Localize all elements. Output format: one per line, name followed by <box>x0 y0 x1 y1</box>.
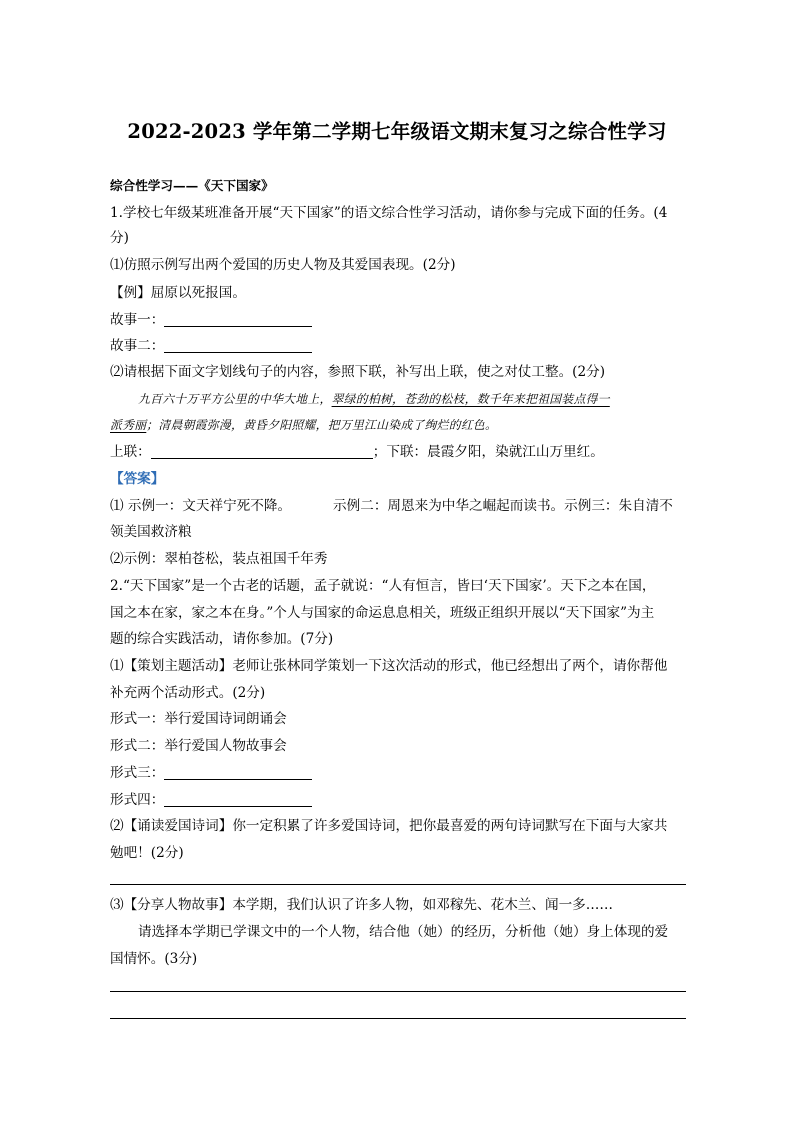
story-answer-line-2[interactable] <box>110 1018 686 1019</box>
story-two-blank[interactable] <box>164 337 312 353</box>
q2-stem-3: 题的综合实践活动，请你参加。(7分) <box>110 631 334 647</box>
q2-part1-cont: 补充两个活动形式。(2分) <box>110 685 266 701</box>
q1-part2: ⑵请根据下面文字划线句子的内容，参照下联，补写出上联，使之对仗工整。(2分) <box>110 364 606 380</box>
story-one-row <box>110 310 686 330</box>
passage-suffix: ；清晨朝霞弥漫，黄昏夕阳照耀，把万里江山染成了绚烂的红色。 <box>146 418 498 432</box>
answer-1-example-1: ⑴ 示例一：文天祥宁死不降。 <box>110 498 292 514</box>
q2-stem-2: 国之本在家，家之本在身。”个人与国家的命运息息相关，班级正组织开展以“天下国家”为主 <box>110 605 655 621</box>
story-answer-line-1[interactable] <box>110 991 686 992</box>
answer-1-cont: 领美国救济粮 <box>110 524 192 540</box>
passage-underlined-1: 翠绿的柏树，苍劲的松枝，数千年来把祖国装点得一 <box>331 392 610 406</box>
q1-stem: 1.学校七年级某班准备开展“天下国家”的语文综合性学习活动，请你参与完成下面的任务。(4 <box>110 205 668 221</box>
story-one-label: 故事一： <box>110 312 165 328</box>
story-two-row <box>110 336 686 356</box>
couplet-row <box>110 442 686 462</box>
q2-part2: ⑵【诵读爱国诗词】你一定积累了许多爱国诗词，把你最喜爱的两句诗词默写在下面与大家共 <box>110 818 668 834</box>
passage-underlined-2: 派秀丽 <box>110 418 147 432</box>
form-four-blank[interactable] <box>164 791 312 807</box>
q1-example: 【例】屈原以死报国。 <box>110 285 246 301</box>
q2-part2-cont: 勉吧！(2分) <box>110 845 184 861</box>
form-three-row <box>110 763 686 783</box>
poem-answer-line[interactable] <box>110 884 686 885</box>
q2-part1: ⑴【策划主题活动】老师让张林同学策划一下这次活动的形式，他已经想出了两个，请你帮他 <box>110 658 668 674</box>
story-two-label: 故事二： <box>110 338 165 354</box>
passage-line-1 <box>110 389 714 409</box>
form-four-row <box>110 790 686 810</box>
q2-part3-instruction: 请选择本学期已学课文中的一个人物，结合他（她）的经历，分析他（她）身上体现的爱 <box>138 924 669 940</box>
passage-prefix: 九百六十万平方公里的中华大地上， <box>138 392 332 406</box>
answer-tag: 【答案】 <box>110 471 165 487</box>
answer-2: ⑵示例：翠柏苍松，装点祖国千年秀 <box>110 551 328 567</box>
form-one: 形式一：举行爱国诗词朗诵会 <box>110 711 287 727</box>
story-one-blank[interactable] <box>164 311 312 327</box>
q2-part3: ⑶【分享人物故事】本学期，我们认识了许多人物，如邓稼先、花木兰、闻一多…… <box>110 897 613 913</box>
upper-couplet-label: 上联： <box>110 444 151 460</box>
form-two: 形式二：举行爱国人物故事会 <box>110 738 287 754</box>
document-title: 2022-2023 学年第二学期七年级语文期末复习之综合性学习 <box>127 120 667 143</box>
q1-part1: ⑴仿照示例写出两个爱国的历史人物及其爱国表现。(2分) <box>110 257 456 273</box>
q2-stem: 2.“天下国家”是一个古老的话题，孟子就说：“人有恒言，皆曰‘天下国家’。天下之本在国， <box>110 578 656 594</box>
section-heading: 综合性学习——《天下国家》 <box>110 178 274 193</box>
answer-1 <box>110 496 686 516</box>
passage-line-2 <box>110 415 686 435</box>
lower-couplet: ；下联：晨霞夕阳，染就江山万里红。 <box>372 444 604 460</box>
form-four-label: 形式四： <box>110 792 165 808</box>
form-three-label: 形式三： <box>110 765 165 781</box>
upper-couplet-blank[interactable] <box>151 443 373 459</box>
q2-part3-cont: 国情怀。(3分) <box>110 951 198 967</box>
answer-1-example-2: 示例二：周恩来为中华之崛起而读书。示例三：朱自清不 <box>333 498 673 514</box>
form-three-blank[interactable] <box>164 764 312 780</box>
q1-stem-cont: 分) <box>110 230 129 246</box>
